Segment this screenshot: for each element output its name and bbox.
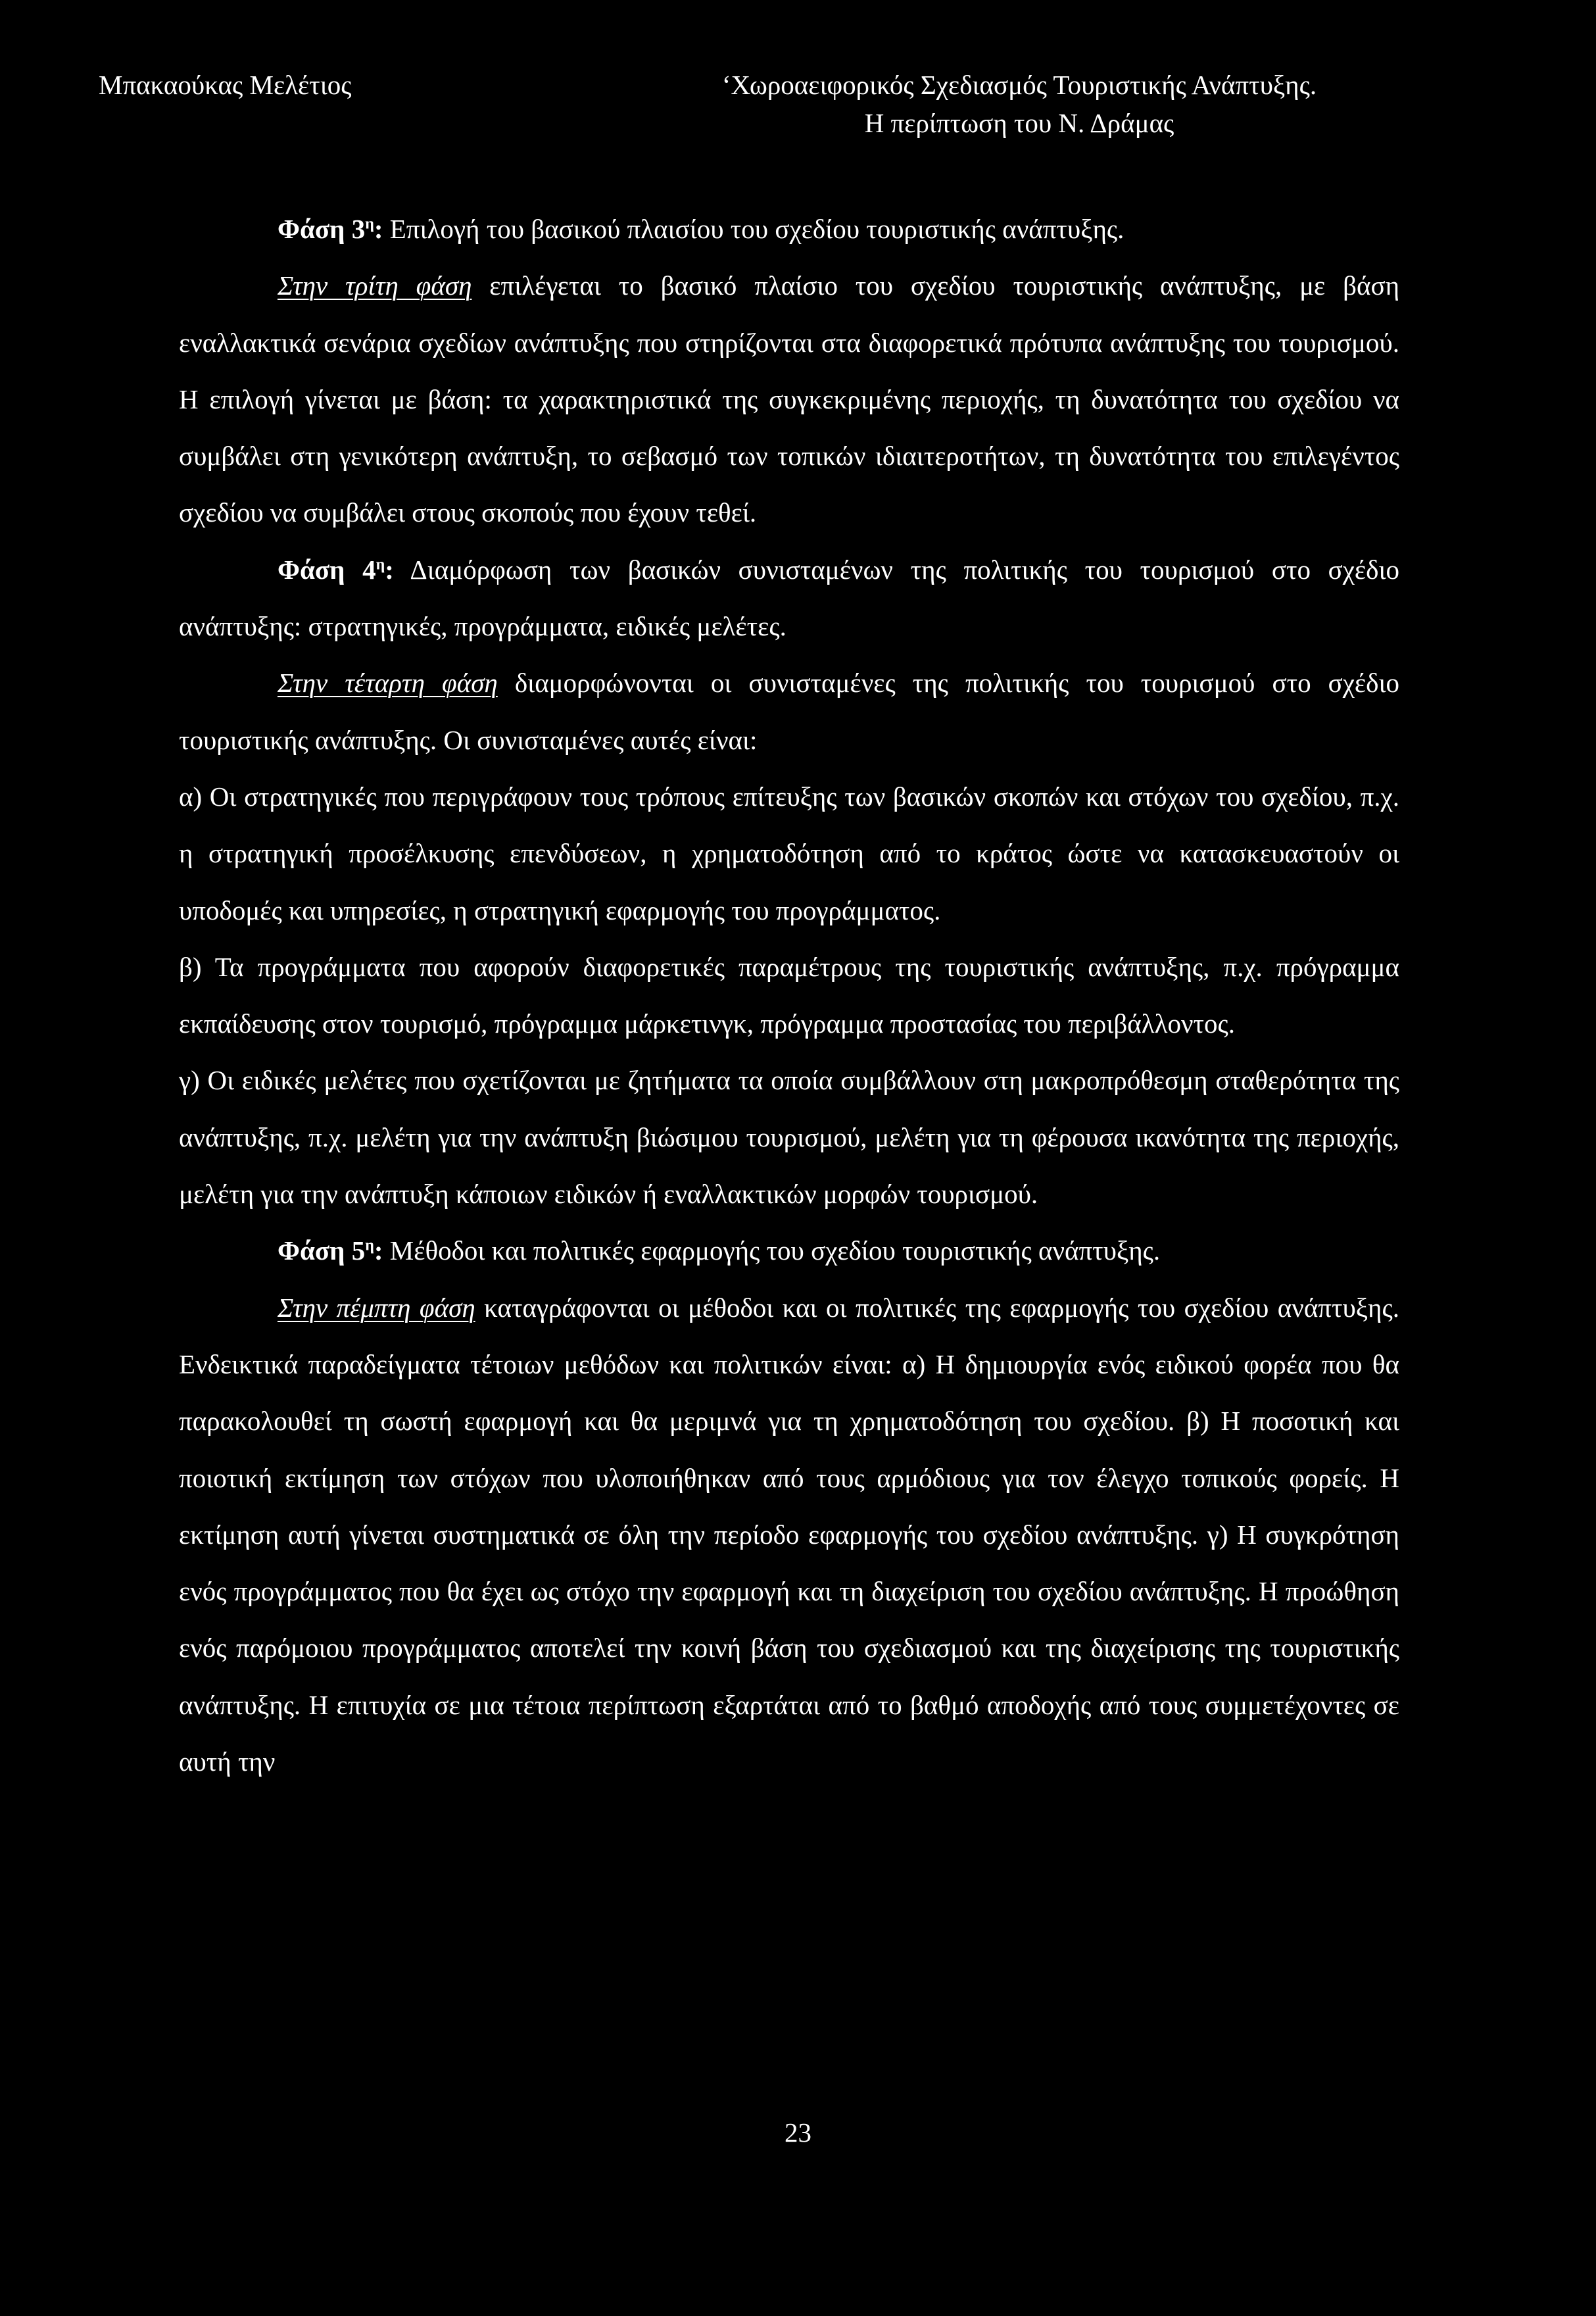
phase4-intro: Στην τέταρτη φάση xyxy=(278,668,498,699)
page-body xyxy=(179,201,1399,1790)
phase4-item-a: α) Οι στρατηγικές που περιγράφουν τους τρόπους επίτευξης των βασικών σκοπών και στόχων του σχεδίου, π.χ. η στρατηγική προσέλκυσης επενδύσεων, η χρηματοδότηση από το κράτος ώστε να κατασκευαστούν οι υποδομές και υπηρεσίες, η στρατηγική εφαρμογής του προγράμματος. xyxy=(179,781,1399,925)
phase5-body: καταγράφονται οι μέθοδοι και οι πολιτικές της εφαρμογής του σχεδίου ανάπτυξης. Ενδεικτικά παραδείγματα τέτοιων μεθόδων και πολιτικών είναι: α) Η δημιουργία ενός ειδικού φορέα που θα παρακολουθεί τη σωστή εφαρμογή και θα μεριμνά για τη χρηματοδότηση του σχεδίου. β) Η ποσοτική και ποιοτική εκτίμηση των στόχων που υλοποιήθηκαν από τους αρμόδιους για τον έλεγχο τοπικούς φορείς. Η εκτίμηση αυτή γίνεται συστηματικά σε όλη την περίοδο εφαρμογής του σχεδίου ανάπτυξης. γ) Η συγκρότηση ενός προγράμματος που θα έχει ως στόχο την εφαρμογή και τη διαχείριση του σχεδίου ανάπτυξης. Η προώθηση ενός παρόμοιου προγράμματος αποτελεί την κοινή βάση του σχεδιασμού και της διαχείρισης της τουριστικής ανάπτυξης. Η επιτυχία σε μια τέτοια περίπτωση εξαρτάται από το βαθμό αποδοχής από τους συμμετέχοντες σε αυτή την xyxy=(179,1292,1399,1777)
phase3-paragraph xyxy=(179,257,1399,541)
phase3-label: Φάση $3^\eta$: xyxy=(278,214,383,244)
phase5-title: Μέθοδοι και πολιτικές εφαρμογής του σχεδίου τουριστικής ανάπτυξης. xyxy=(383,1235,1161,1266)
running-header xyxy=(99,66,1401,151)
phase3-body: επιλέγεται το βασικό πλαίσιο του σχεδίου τουριστικής ανάπτυξης, με βάση εναλλακτικά σενάρια σχεδίων ανάπτυξης που στηρίζονται στα διαφορετικά πρότυπα ανάπτυξης του τουρισμού. Η επιλογή γίνεται με βάση: τα χαρακτηριστικά της συγκεκριμένης περιοχής, τη δυνατότητα του σχεδίου να συμβάλει στη γενικότερη ανάπτυξη, το σεβασμό των τοπικών ιδιαιτεροτήτων, τη δυνατότητα του επιλεγέντος σχεδίου να συμβάλει στους σκοπούς που έχουν τεθεί. xyxy=(179,270,1400,528)
header-title xyxy=(638,66,1401,142)
phase3-title: Επιλογή του βασικού πλαισίου του σχεδίου τουριστικής ανάπτυξης. xyxy=(383,214,1124,244)
phase5-intro: Στην πέμπτη φάση xyxy=(278,1292,475,1323)
header-author: Μπακαούκας Μελέτιος xyxy=(99,70,352,100)
phase4-heading xyxy=(179,541,1399,655)
phase4-item-b: β) Τα προγράμματα που αφορούν διαφορετικές παραμέτρους της τουριστικής ανάπτυξης, π.χ. πρόγραμμα εκπαίδευσης στον τουρισμό, πρόγραμμα μάρκετινγκ, πρόγραμμα προστασίας του περιβάλλοντος. xyxy=(179,951,1399,1039)
phase5-heading xyxy=(179,1222,1399,1279)
phase4-paragraph xyxy=(179,654,1399,768)
phase4-label: Φάση $4^\eta$: xyxy=(278,554,394,585)
page-number: 23 xyxy=(785,2117,811,2148)
header-title-line1: ‘Χωροαειφορικός Σχεδιασμός Τουριστικής Ανάπτυξης. xyxy=(721,70,1317,100)
phase4-title: Διαμόρφωση των βασικών συνισταμένων της πολιτικής του τουρισμού στο σχέδιο ανάπτυξης: στρατηγικές, προγράμματα, ειδικές μελέτες. xyxy=(179,554,1399,642)
phase5-label: Φάση $5^\eta$: xyxy=(278,1235,383,1266)
phase3-intro: Στην τρίτη φάση xyxy=(278,270,472,301)
phase4-item-c: γ) Οι ειδικές μελέτες που σχετίζονται με ζητήματα τα οποία συμβάλλουν στη μακροπρόθεσμη σταθερότητα της ανάπτυξης, π.χ. μελέτη για την ανάπτυξη βιώσιμου τουρισμού, μελέτη για τη φέρουσα ικανότητα της περιοχής, μελέτη για την ανάπτυξη κάποιων ειδικών ή εναλλακτικών μορφών τουρισμού. xyxy=(179,1065,1399,1210)
phase4-body: διαμορφώνονται οι συνισταμένες της πολιτικής του τουρισμού στο σχέδιο τουριστικής ανάπτυξης. Οι συνισταμένες αυτές είναι: xyxy=(179,668,1400,755)
header-title-line2: Η περίπτωση του Ν. Δράμας xyxy=(864,108,1174,138)
phase5-paragraph xyxy=(179,1279,1399,1790)
phase3-heading xyxy=(179,201,1399,257)
